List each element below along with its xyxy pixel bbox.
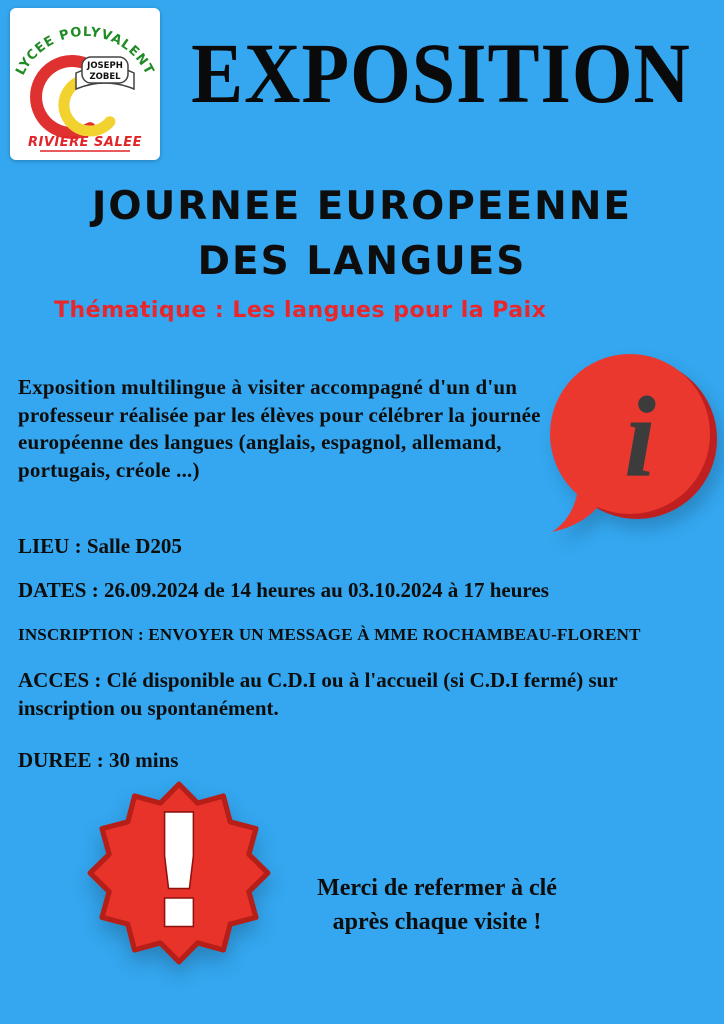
info-glyph: i — [624, 374, 656, 501]
page-title: EXPOSITION — [191, 25, 691, 121]
footer-notice — [270, 872, 604, 939]
event-headline — [0, 180, 724, 289]
theme-line: Thématique : Les langues pour la Paix — [54, 298, 547, 323]
event-headline-line1: JOURNEE EUROPEENNE — [91, 184, 633, 229]
detail-acces: ACCES : Clé disponible au C.D.I ou à l'accueil (si C.D.I fermé) sur inscription ou spontanément. — [18, 668, 618, 721]
detail-dates: DATES : 26.09.2024 de 14 heures au 03.10.2024 à 17 heures — [18, 578, 549, 602]
footer-notice-line2: après chaque visite ! — [332, 908, 542, 935]
alert-badge-icon — [86, 780, 272, 966]
logo-book-line2: ZOBEL — [89, 72, 121, 82]
school-logo-icon — [10, 8, 160, 160]
detail-lieu: LIEU : Salle D205 — [18, 534, 182, 558]
info-bubble-icon — [538, 350, 720, 540]
event-headline-line2: DES LANGUES — [197, 238, 527, 284]
school-logo — [10, 8, 160, 160]
detail-duree: DUREE : 30 mins — [18, 748, 179, 772]
alert-glyph: ! — [143, 781, 215, 963]
logo-arc-text: LYCEE POLYVALENT — [13, 24, 157, 78]
event-description: Exposition multilingue à visiter accompagné d'un d'un professeur réalisée par les élèves pour célébrer la journée européenne des langues (anglais, espagnol, allemand, portugais, créole ...) — [18, 375, 541, 483]
logo-bottom-text: RIVIERE SALEE — [27, 135, 143, 150]
detail-inscription: INSCRIPTION : ENVOYER UN MESSAGE À MME ROCHAMBEAU-FLORENT — [18, 625, 641, 644]
logo-book-line1: JOSEPH — [87, 61, 123, 71]
footer-notice-line1: Merci de refermer à clé — [317, 875, 557, 901]
